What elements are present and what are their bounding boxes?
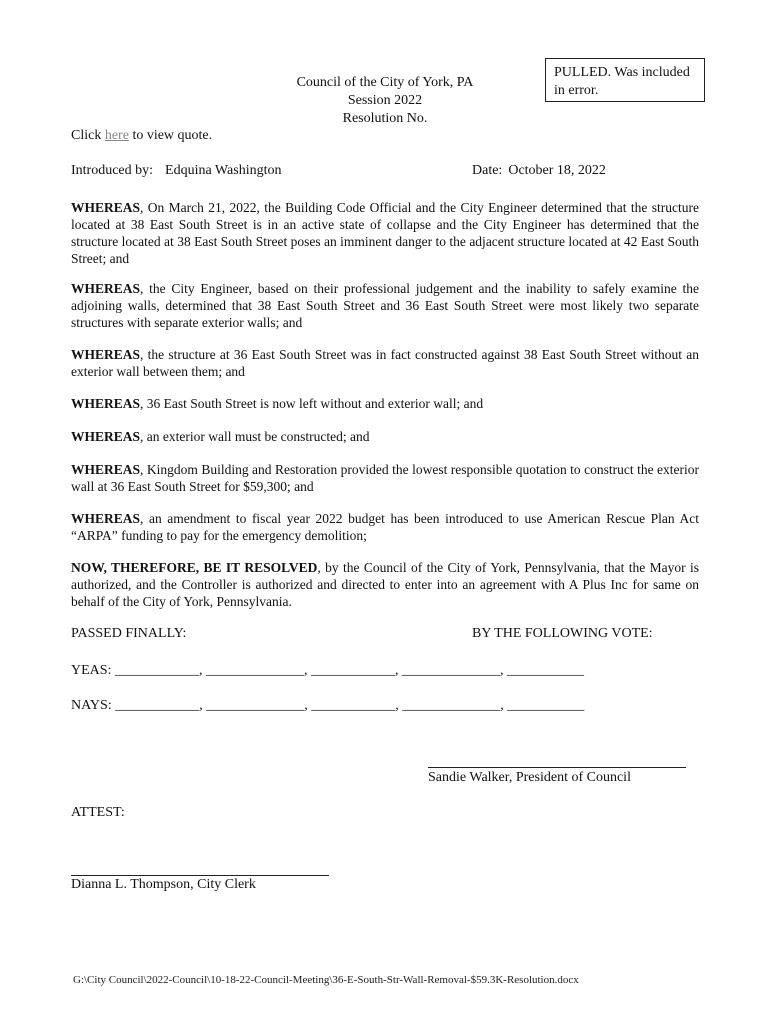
click-suffix: to view quote.	[128, 128, 213, 143]
paragraph-text: , an exterior wall must be constructed; and	[140, 429, 370, 444]
paragraph-lead: WHEREAS	[71, 347, 141, 362]
paragraph-text: , an amendment to fiscal year 2022 budget has been introduced to use American Rescue Plan Act “ARPA” funding to pay for the emergency demolition;	[71, 511, 699, 543]
whereas-paragraph-4	[71, 395, 699, 412]
quote-link-line	[71, 128, 212, 144]
paragraph-lead: NOW, THEREFORE, BE IT RESOLVED	[71, 560, 318, 575]
introducer-name: Edquina Washington	[165, 163, 282, 178]
paragraph-lead: WHEREAS	[71, 462, 141, 477]
whereas-paragraph-7	[71, 510, 699, 544]
paragraph-lead: WHEREAS	[71, 281, 141, 296]
click-prefix: Click	[71, 128, 105, 143]
whereas-paragraph-1	[71, 199, 699, 267]
paragraph-lead: WHEREAS	[71, 396, 141, 411]
paragraph-lead: WHEREAS	[71, 511, 141, 526]
paragraph-lead: WHEREAS	[71, 429, 141, 444]
whereas-paragraph-6	[71, 461, 699, 495]
pulled-note-text: PULLED. Was included in error.	[554, 65, 690, 98]
pulled-note-box	[545, 58, 705, 102]
president-signature-line	[428, 767, 686, 768]
paragraph-text: , On March 21, 2022, the Building Code Official and the City Engineer determined that the structure located at 38 East South Street is in an active state of collapse and the City Engineer has determined that the structure located at 38 East South Street poses an imminent danger to the adjacent structure located at 42 East South Street; and	[71, 200, 699, 266]
clerk-signature-label: Dianna L. Thompson, City Clerk	[71, 877, 256, 892]
paragraph-text: , Kingdom Building and Restoration provided the lowest responsible quotation to construct the exterior wall at 36 East South Street for $59,300; and	[71, 462, 699, 494]
president-signature-label: Sandie Walker, President of Council	[428, 770, 631, 785]
resolved-paragraph	[71, 559, 699, 610]
passed-finally-label: PASSED FINALLY:	[71, 626, 187, 641]
following-vote-label: BY THE FOLLOWING VOTE:	[472, 626, 653, 641]
header-council: Council of the City of York, PA	[296, 75, 474, 90]
paragraph-text: , 36 East South Street is now left without and exterior wall; and	[140, 396, 484, 411]
whereas-paragraph-2	[71, 280, 699, 331]
header-session: Session 2022	[347, 93, 423, 108]
nays-line: NAYS: ____________, ______________, ____________, ______________, ___________	[71, 698, 585, 713]
whereas-paragraph-3	[71, 346, 699, 380]
introduced-by	[71, 163, 281, 179]
resolution-date	[472, 163, 606, 179]
file-path-footer: G:\City Council\2022-Council\10-18-22-Council-Meeting\36-E-South-Str-Wall-Removal-$59.3K-Resolution.docx	[73, 974, 579, 986]
introduced-label: Introduced by:	[71, 163, 154, 178]
whereas-paragraph-5	[71, 428, 699, 445]
document-header	[240, 74, 530, 128]
clerk-signature-line	[71, 875, 329, 876]
paragraph-text: , the City Engineer, based on their professional judgement and the inability to safely examine the adjoining walls, determined that 38 East South Street and 36 East South Street were most likely two separate structures with separate exterior walls; and	[71, 281, 699, 330]
paragraph-text: , the structure at 36 East South Street was in fact constructed against 38 East South Street without an exterior wall between them; and	[71, 347, 699, 379]
paragraph-lead: WHEREAS	[71, 200, 141, 215]
yeas-line: YEAS: ____________, ______________, ____________, ______________, ___________	[71, 663, 584, 678]
date-label: Date:	[472, 163, 503, 178]
paragraph-text: , by the Council of the City of York, Pennsylvania, that the Mayor is authorized, and the Controller is authorized and directed to enter into an agreement with A Plus Inc for same on behalf of the City of York, Pennsylvania.	[71, 560, 700, 609]
quote-link[interactable]: here	[104, 128, 129, 143]
date-value: October 18, 2022	[508, 163, 606, 178]
attest-label: ATTEST:	[71, 805, 125, 820]
header-resolution-number: Resolution No.	[342, 111, 428, 126]
